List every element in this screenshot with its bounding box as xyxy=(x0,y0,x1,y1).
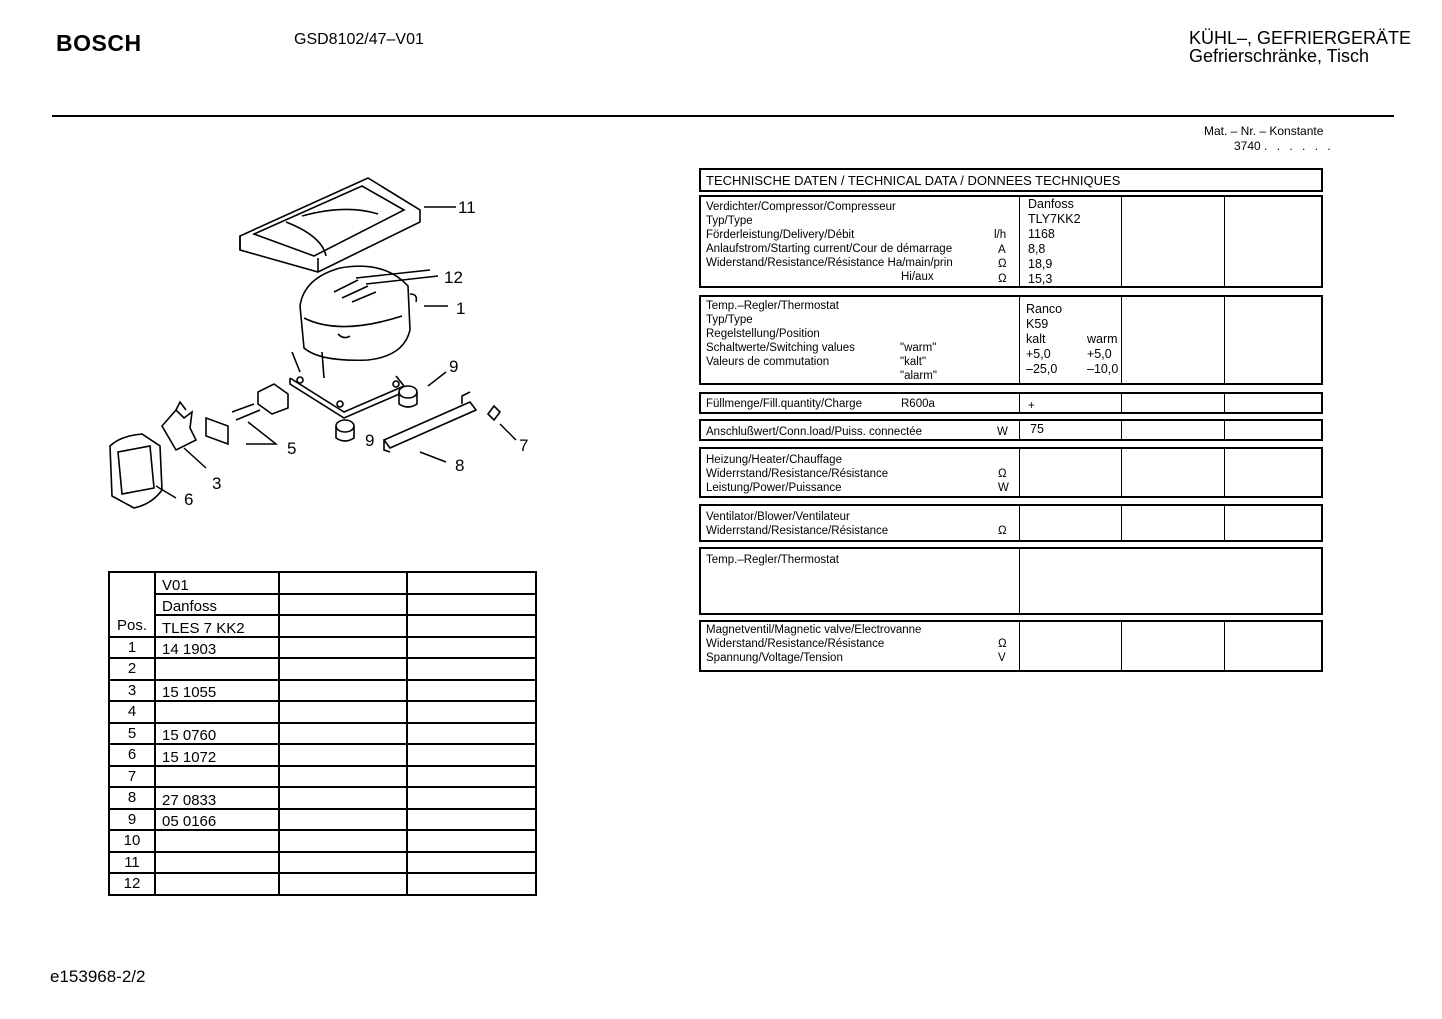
fill-box xyxy=(699,392,1323,414)
empty-cell xyxy=(279,594,407,616)
part-number-cell: 15 1055 xyxy=(155,680,279,702)
callout-5: 5 xyxy=(287,439,297,458)
divider xyxy=(1224,197,1225,286)
compressor-box xyxy=(699,195,1323,288)
unit-ohm: Ω xyxy=(998,258,1007,270)
empty-cell xyxy=(407,637,536,659)
table-row xyxy=(109,830,536,852)
unit-ohm: Ω xyxy=(998,468,1007,480)
callout-11: 11 xyxy=(458,198,476,217)
divider xyxy=(1019,506,1020,540)
divider xyxy=(1121,394,1122,412)
mode-warm: "warm" xyxy=(900,342,937,354)
resistance-main-label: Widerstand/Resistance/Résistance Ha/main/prin xyxy=(706,257,953,269)
col-warm: warm xyxy=(1087,332,1118,346)
starting-current-value: 8,8 xyxy=(1028,242,1046,256)
pos-cell: 12 xyxy=(109,873,155,895)
commutation-label: Valeurs de commutation xyxy=(706,356,830,368)
pos-cell: 1 xyxy=(109,637,155,659)
table-row xyxy=(109,615,536,637)
divider xyxy=(1224,506,1225,540)
delivery-label: Förderleistung/Delivery/Débit xyxy=(706,229,855,241)
unit-w: W xyxy=(998,482,1009,494)
callout-9b: 9 xyxy=(365,431,375,450)
divider xyxy=(1224,449,1225,496)
model-number: GSD8102/47–V01 xyxy=(294,31,424,48)
blower-label: Ventilator/Blower/Ventilateur xyxy=(706,511,850,523)
callout-6: 6 xyxy=(184,490,194,509)
compressor-label: Verdichter/Compressor/Compresseur xyxy=(706,201,896,213)
thermostat-type: K59 xyxy=(1026,317,1049,331)
starting-current-label: Anlaufstrom/Starting current/Cour de démarrage xyxy=(706,243,953,255)
thermostat-box xyxy=(699,295,1323,385)
compressor-units xyxy=(994,228,1007,286)
empty-cell xyxy=(407,830,536,852)
conn-value: 75 xyxy=(1030,422,1044,436)
document-code: e153968-2/2 xyxy=(50,967,146,986)
type-label: Typ/Type xyxy=(706,314,753,326)
mat-label: Mat. – Nr. – Konstante xyxy=(1204,124,1324,138)
divider xyxy=(1121,449,1122,496)
pos-header: Pos. xyxy=(109,572,155,637)
table-row xyxy=(109,637,536,659)
pos-cell: 2 xyxy=(109,658,155,680)
empty-cell xyxy=(407,787,536,809)
switching-label: Schaltwerte/Switching values xyxy=(706,342,855,354)
blower-labels xyxy=(706,510,888,538)
warm-warm-value: +5,0 xyxy=(1087,347,1112,361)
compressor-maker: Danfoss xyxy=(1028,197,1074,211)
mode-kalt: "kalt" xyxy=(900,356,927,368)
empty-cell xyxy=(279,852,407,874)
category xyxy=(1189,29,1411,65)
variant-cell: V01 xyxy=(155,572,279,594)
mode-alarm: "alarm" xyxy=(900,370,937,382)
empty-cell xyxy=(407,615,536,637)
cover-part xyxy=(110,434,162,508)
pos-cell: 3 xyxy=(109,680,155,702)
compressor-values xyxy=(1028,197,1081,287)
divider xyxy=(1019,394,1020,412)
empty-cell xyxy=(407,873,536,895)
resistance-label: Widerrstand/Resistance/Résistance xyxy=(706,468,889,480)
resistance-aux-label: Hi/aux xyxy=(901,271,934,283)
divider xyxy=(1224,622,1225,670)
part-number-cell xyxy=(155,766,279,788)
warm-kalt-value: –10,0 xyxy=(1087,362,1119,376)
empty-cell xyxy=(407,572,536,594)
empty-cell xyxy=(279,572,407,594)
table-row xyxy=(109,658,536,680)
empty-cell xyxy=(279,744,407,766)
divider xyxy=(1121,197,1122,286)
divider xyxy=(1019,421,1020,439)
empty-cell xyxy=(279,809,407,831)
empty-cell xyxy=(407,809,536,831)
unit-lh: l/h xyxy=(994,229,1007,241)
divider xyxy=(1224,394,1225,412)
pos-cell: 6 xyxy=(109,744,155,766)
part-number-cell: 27 0833 xyxy=(155,787,279,809)
type-label: Typ/Type xyxy=(706,215,753,227)
heater-units xyxy=(998,467,1009,495)
callout-8: 8 xyxy=(455,456,465,475)
empty-cell xyxy=(407,658,536,680)
divider xyxy=(1019,549,1020,613)
divider xyxy=(1121,421,1122,439)
table-row xyxy=(109,680,536,702)
empty-cell xyxy=(279,637,407,659)
divider xyxy=(1019,197,1020,286)
empty-cell xyxy=(279,723,407,745)
empty-cell xyxy=(407,701,536,723)
thermostat-labels xyxy=(706,299,855,369)
pos-cell: 9 xyxy=(109,809,155,831)
part-number-cell xyxy=(155,873,279,895)
mat-value: 3740 xyxy=(1234,139,1261,153)
part-number-cell xyxy=(155,830,279,852)
mat-dots: . . . . . . xyxy=(1264,139,1334,153)
table-row xyxy=(109,809,536,831)
unit-a: A xyxy=(998,243,1006,256)
thermostat-modes xyxy=(900,341,937,383)
empty-cell xyxy=(407,680,536,702)
resistance-aux-value: 15,3 xyxy=(1028,272,1053,286)
material-constant xyxy=(1204,124,1334,154)
part-number-cell: 05 0166 xyxy=(155,809,279,831)
position-label: Regelstellung/Position xyxy=(706,328,820,340)
heater-labels xyxy=(706,453,888,495)
col-kalt: kalt xyxy=(1026,332,1046,346)
table-row xyxy=(109,873,536,895)
thermostat-warm-values xyxy=(1087,332,1120,377)
table-row xyxy=(109,744,536,766)
parts-table xyxy=(108,571,537,896)
mat-value-line xyxy=(1204,139,1334,154)
divider xyxy=(1224,421,1225,439)
pos-cell: 8 xyxy=(109,787,155,809)
exploded-diagram xyxy=(90,165,560,525)
heater-label: Heizung/Heater/Chauffage xyxy=(706,454,842,466)
empty-cell xyxy=(407,744,536,766)
table-row xyxy=(109,572,536,594)
header-rule xyxy=(52,115,1394,117)
power-label: Leistung/Power/Puissance xyxy=(706,482,842,494)
part-number-cell xyxy=(155,852,279,874)
conn-box xyxy=(699,419,1323,441)
callout-12: 12 xyxy=(444,268,463,287)
kalt-warm-value: +5,0 xyxy=(1026,347,1051,361)
thermostat-label: Temp.–Regler/Thermostat xyxy=(706,300,839,312)
empty-cell xyxy=(279,680,407,702)
unit-ohm: Ω xyxy=(998,638,1007,650)
valve-label: Magnetventil/Magnetic valve/Electrovanne xyxy=(706,624,922,636)
pos-cell: 10 xyxy=(109,830,155,852)
tech-title: TECHNISCHE DATEN / TECHNICAL DATA / DONNEES TECHNIQUES xyxy=(706,173,1121,188)
part-number-cell: 14 1903 xyxy=(155,637,279,659)
blower-box xyxy=(699,504,1323,542)
divider xyxy=(1224,297,1225,383)
drip-tray-part xyxy=(240,178,420,272)
fill-label: Füllmenge/Fill.quantity/Charge xyxy=(706,398,862,410)
empty-cell xyxy=(407,852,536,874)
conn-label: Anschlußwert/Conn.load/Puiss. connectée xyxy=(706,426,923,438)
divider xyxy=(1121,622,1122,670)
clip-part xyxy=(488,406,500,420)
refrigerant: R600a xyxy=(901,398,935,410)
pos-cell: 11 xyxy=(109,852,155,874)
divider xyxy=(1121,506,1122,540)
empty-cell xyxy=(279,787,407,809)
pos-cell: 4 xyxy=(109,701,155,723)
divider xyxy=(1019,297,1020,383)
valve-units xyxy=(998,637,1007,665)
table-row xyxy=(109,766,536,788)
conn-unit: W xyxy=(997,426,1008,438)
divider xyxy=(1019,622,1020,670)
tech-title-box xyxy=(699,168,1323,192)
thermostat2-box xyxy=(699,547,1323,615)
part-number-cell: 15 1072 xyxy=(155,744,279,766)
empty-cell xyxy=(279,658,407,680)
empty-cell xyxy=(407,723,536,745)
empty-cell xyxy=(279,615,407,637)
thermostat-values xyxy=(1026,302,1062,377)
part-number-cell: 15 0760 xyxy=(155,723,279,745)
compressor-part xyxy=(290,266,416,418)
compressor-labels xyxy=(706,200,953,284)
callout-9a: 9 xyxy=(449,357,459,376)
fill-value: + xyxy=(1028,400,1035,412)
category-line-2: Gefrierschränke, Tisch xyxy=(1188,46,1370,66)
table-row xyxy=(109,701,536,723)
pos-cell: 7 xyxy=(109,766,155,788)
category-line-1: KÜHL–, GEFRIERGERÄTE xyxy=(1188,28,1411,48)
empty-cell xyxy=(279,766,407,788)
blower-unit: Ω xyxy=(998,525,1007,537)
resistance-label: Widerstand/Resistance/Résistance xyxy=(706,638,885,650)
valve-labels xyxy=(706,623,921,665)
kalt-kalt-value: –25,0 xyxy=(1026,362,1058,376)
empty-cell xyxy=(407,594,536,616)
table-row xyxy=(109,723,536,745)
maker-cell: Danfoss xyxy=(155,594,279,616)
relay-part xyxy=(162,384,288,450)
thermostat2-label: Temp.–Regler/Thermostat xyxy=(706,554,839,566)
empty-cell xyxy=(279,873,407,895)
pos-cell: 5 xyxy=(109,723,155,745)
compressor-type: TLY7KK2 xyxy=(1028,212,1081,226)
divider xyxy=(1121,297,1122,383)
part-number-cell xyxy=(155,658,279,680)
voltage-label: Spannung/Voltage/Tension xyxy=(706,652,843,664)
divider xyxy=(1019,449,1020,496)
callout-1: 1 xyxy=(456,299,466,318)
callout-7: 7 xyxy=(519,436,529,455)
brand-logo: BOSCH xyxy=(56,30,142,56)
unit-ohm: Ω xyxy=(998,272,1007,285)
delivery-value: 1168 xyxy=(1028,227,1055,241)
empty-cell xyxy=(279,830,407,852)
table-row xyxy=(109,787,536,809)
type-cell: TLES 7 KK2 xyxy=(155,615,279,637)
heater-box xyxy=(699,447,1323,498)
table-row xyxy=(109,852,536,874)
empty-cell xyxy=(279,701,407,723)
unit-v: V xyxy=(998,652,1006,664)
bracket-part xyxy=(384,392,476,452)
valve-box xyxy=(699,620,1323,672)
empty-cell xyxy=(407,766,536,788)
callout-3: 3 xyxy=(212,474,222,493)
resistance-label: Widerrstand/Resistance/Résistance xyxy=(706,525,889,537)
resistance-main-value: 18,9 xyxy=(1028,257,1053,271)
part-number-cell xyxy=(155,701,279,723)
table-row xyxy=(109,594,536,616)
thermostat-maker: Ranco xyxy=(1026,302,1063,316)
